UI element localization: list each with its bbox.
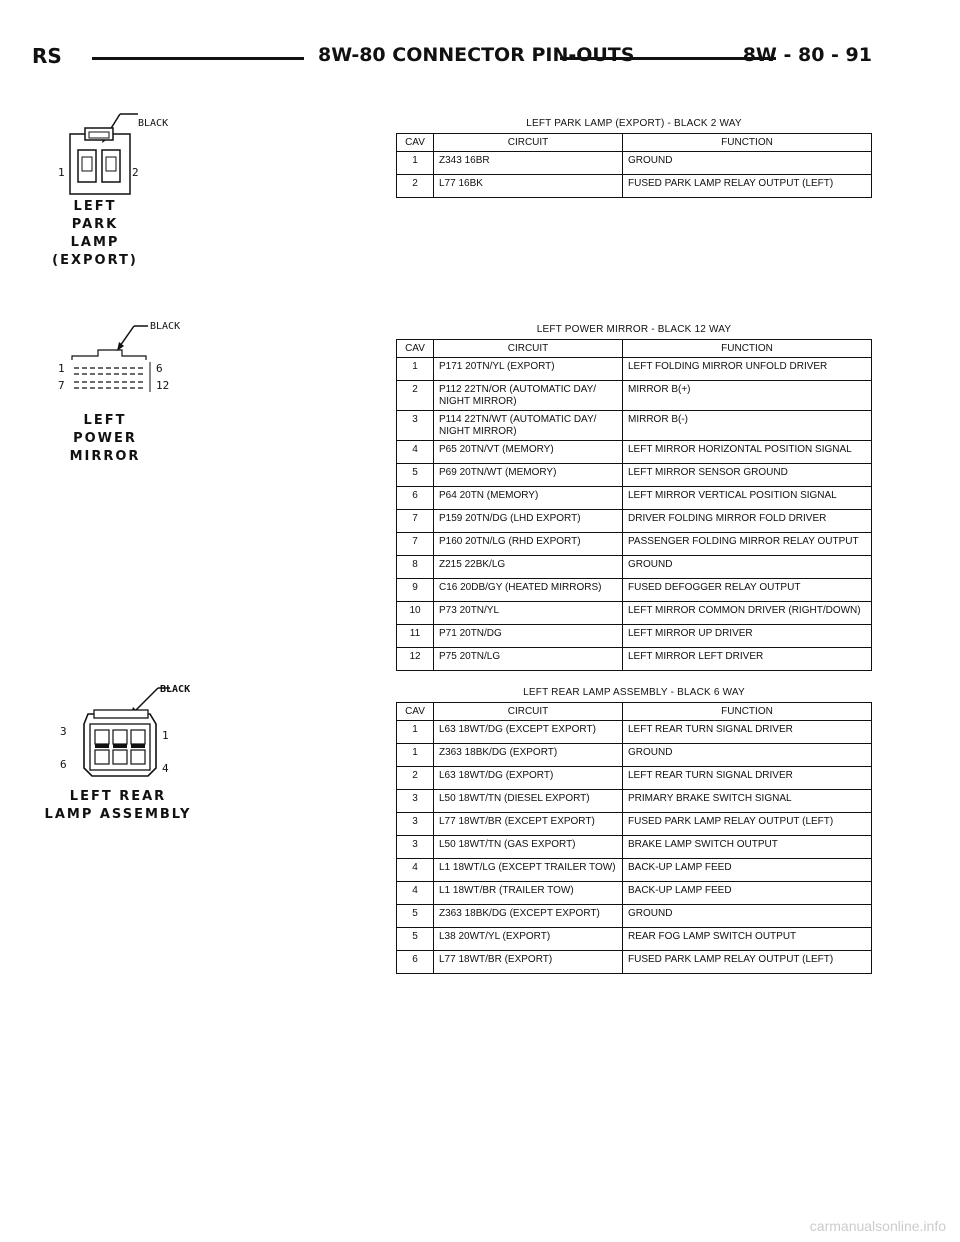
cav-cell: 2 <box>397 767 434 790</box>
function-cell: LEFT REAR TURN SIGNAL DRIVER <box>623 767 872 790</box>
cav-cell: 4 <box>397 441 434 464</box>
circuit-cell: P112 22TN/OR (AUTOMATIC DAY/ NIGHT MIRROR) <box>434 381 623 411</box>
circuit-cell: L77 18WT/BR (EXCEPT EXPORT) <box>434 813 623 836</box>
cav-cell: 6 <box>397 487 434 510</box>
column-header: CAV <box>397 340 434 358</box>
rear-lamp-pin-table <box>396 702 872 974</box>
circuit-cell: L63 18WT/DG (EXPORT) <box>434 767 623 790</box>
table-row <box>397 175 872 198</box>
function-cell: LEFT MIRROR VERTICAL POSITION SIGNAL <box>623 487 872 510</box>
park-lamp-table-title: LEFT PARK LAMP (EXPORT) - BLACK 2 WAY <box>526 118 742 129</box>
table-row <box>397 813 872 836</box>
cav-cell: 2 <box>397 381 434 411</box>
power-mirror-pin-6: 6 <box>156 362 163 375</box>
power-mirror-table-title: LEFT POWER MIRROR - BLACK 12 WAY <box>536 324 732 335</box>
function-cell: MIRROR B(-) <box>623 411 872 441</box>
circuit-cell: P69 20TN/WT (MEMORY) <box>434 464 623 487</box>
cav-cell: 11 <box>397 625 434 648</box>
park-lamp-pin-2: 2 <box>132 166 139 179</box>
cav-cell: 3 <box>397 411 434 441</box>
label-line: LAMP <box>70 235 120 250</box>
circuit-cell: Z215 22BK/LG <box>434 556 623 579</box>
circuit-cell: L77 16BK <box>434 175 623 198</box>
power-mirror-pin-1: 1 <box>58 362 65 375</box>
label-line: LEFT REAR <box>69 789 167 804</box>
cav-cell: 4 <box>397 859 434 882</box>
cav-cell: 3 <box>397 836 434 859</box>
table-row <box>397 556 872 579</box>
function-cell: FUSED PARK LAMP RELAY OUTPUT (LEFT) <box>623 175 872 198</box>
page-title: 8W-80 CONNECTOR PIN-OUTS <box>310 44 642 66</box>
power-mirror-pin-12: 12 <box>156 379 170 392</box>
rear-lamp-pin-6: 6 <box>60 758 67 771</box>
table-row <box>397 152 872 175</box>
table-row <box>397 625 872 648</box>
cav-cell: 2 <box>397 175 434 198</box>
cav-cell: 7 <box>397 533 434 556</box>
cav-cell: 12 <box>397 648 434 671</box>
table-row <box>397 648 872 671</box>
table-row <box>397 721 872 744</box>
cav-cell: 6 <box>397 951 434 974</box>
label-line: MIRROR <box>69 449 141 464</box>
column-header: CAV <box>397 134 434 152</box>
circuit-cell: P73 20TN/YL <box>434 602 623 625</box>
cav-cell: 5 <box>397 928 434 951</box>
function-cell: BACK-UP LAMP FEED <box>623 859 872 882</box>
cav-cell: 5 <box>397 905 434 928</box>
function-cell: PASSENGER FOLDING MIRROR RELAY OUTPUT <box>623 533 872 556</box>
circuit-cell: L50 18WT/TN (DIESEL EXPORT) <box>434 790 623 813</box>
table-row <box>397 790 872 813</box>
power-mirror-color-label: BLACK <box>150 321 181 332</box>
power-mirror-pin-table <box>396 339 872 671</box>
function-cell: GROUND <box>623 152 872 175</box>
circuit-cell: L38 20WT/YL (EXPORT) <box>434 928 623 951</box>
table-row <box>397 441 872 464</box>
column-header: CAV <box>397 703 434 721</box>
cav-cell: 3 <box>397 790 434 813</box>
circuit-cell: Z343 16BR <box>434 152 623 175</box>
rear-lamp-pin-1: 1 <box>162 729 169 742</box>
circuit-cell: Z363 18BK/DG (EXCEPT EXPORT) <box>434 905 623 928</box>
circuit-cell: Z363 18BK/DG (EXPORT) <box>434 744 623 767</box>
column-header: CIRCUIT <box>434 340 623 358</box>
function-cell: LEFT MIRROR LEFT DRIVER <box>623 648 872 671</box>
circuit-cell: L1 18WT/LG (EXCEPT TRAILER TOW) <box>434 859 623 882</box>
power-mirror-drawing-label <box>50 412 160 466</box>
rear-lamp-pin-3: 3 <box>60 725 67 738</box>
cav-cell: 5 <box>397 464 434 487</box>
function-cell: FUSED PARK LAMP RELAY OUTPUT (LEFT) <box>623 951 872 974</box>
table-row <box>397 411 872 441</box>
park-lamp-color-label: BLACK <box>138 118 169 129</box>
table-row <box>397 487 872 510</box>
circuit-cell: P159 20TN/DG (LHD EXPORT) <box>434 510 623 533</box>
table-row <box>397 905 872 928</box>
column-header: FUNCTION <box>623 134 872 152</box>
circuit-cell: L63 18WT/DG (EXCEPT EXPORT) <box>434 721 623 744</box>
power-mirror-pin-7: 7 <box>58 379 65 392</box>
cav-cell: 1 <box>397 744 434 767</box>
function-cell: FUSED PARK LAMP RELAY OUTPUT (LEFT) <box>623 813 872 836</box>
circuit-cell: C16 20DB/GY (HEATED MIRRORS) <box>434 579 623 602</box>
table-row <box>397 951 872 974</box>
park-lamp-pin-table <box>396 133 872 198</box>
cav-cell: 3 <box>397 813 434 836</box>
function-cell: LEFT MIRROR HORIZONTAL POSITION SIGNAL <box>623 441 872 464</box>
circuit-cell: P114 22TN/WT (AUTOMATIC DAY/ NIGHT MIRROR) <box>434 411 623 441</box>
table-row <box>397 882 872 905</box>
table-row <box>397 579 872 602</box>
cav-cell: 8 <box>397 556 434 579</box>
table-row <box>397 510 872 533</box>
function-cell: GROUND <box>623 556 872 579</box>
circuit-cell: L1 18WT/BR (TRAILER TOW) <box>434 882 623 905</box>
rear-lamp-drawing-label <box>38 788 198 824</box>
column-header: FUNCTION <box>623 340 872 358</box>
park-lamp-pin-1: 1 <box>58 166 65 179</box>
label-line: PARK <box>71 217 119 232</box>
park-lamp-drawing-label <box>40 198 150 270</box>
table-row <box>397 928 872 951</box>
cav-cell: 1 <box>397 358 434 381</box>
table-row <box>397 358 872 381</box>
function-cell: BRAKE LAMP SWITCH OUTPUT <box>623 836 872 859</box>
function-cell: DRIVER FOLDING MIRROR FOLD DRIVER <box>623 510 872 533</box>
circuit-cell: L50 18WT/TN (GAS EXPORT) <box>434 836 623 859</box>
function-cell: MIRROR B(+) <box>623 381 872 411</box>
function-cell: PRIMARY BRAKE SWITCH SIGNAL <box>623 790 872 813</box>
column-header: FUNCTION <box>623 703 872 721</box>
column-header: CIRCUIT <box>434 134 623 152</box>
column-header: CIRCUIT <box>434 703 623 721</box>
table-row <box>397 464 872 487</box>
header-rule-left <box>92 57 304 60</box>
function-cell: FUSED DEFOGGER RELAY OUTPUT <box>623 579 872 602</box>
label-line: LEFT <box>73 199 117 214</box>
table-row <box>397 744 872 767</box>
cav-cell: 4 <box>397 882 434 905</box>
function-cell: LEFT REAR TURN SIGNAL DRIVER <box>623 721 872 744</box>
table-row <box>397 381 872 411</box>
function-cell: REAR FOG LAMP SWITCH OUTPUT <box>623 928 872 951</box>
label-line: LEFT <box>83 413 127 428</box>
circuit-cell: P160 20TN/LG (RHD EXPORT) <box>434 533 623 556</box>
label-line: (EXPORT) <box>52 253 138 268</box>
function-cell: LEFT MIRROR SENSOR GROUND <box>623 464 872 487</box>
cav-cell: 7 <box>397 510 434 533</box>
function-cell: GROUND <box>623 905 872 928</box>
cav-cell: 1 <box>397 152 434 175</box>
rear-lamp-table-title: LEFT REAR LAMP ASSEMBLY - BLACK 6 WAY <box>523 687 745 698</box>
cav-cell: 10 <box>397 602 434 625</box>
table-row <box>397 602 872 625</box>
cav-cell: 1 <box>397 721 434 744</box>
table-row <box>397 836 872 859</box>
function-cell: LEFT FOLDING MIRROR UNFOLD DRIVER <box>623 358 872 381</box>
table-row <box>397 767 872 790</box>
circuit-cell: P64 20TN (MEMORY) <box>434 487 623 510</box>
page-number: 8W - 80 - 91 <box>742 44 872 66</box>
circuit-cell: P71 20TN/DG <box>434 625 623 648</box>
function-cell: BACK-UP LAMP FEED <box>623 882 872 905</box>
function-cell: LEFT MIRROR UP DRIVER <box>623 625 872 648</box>
circuit-cell: P65 20TN/VT (MEMORY) <box>434 441 623 464</box>
function-cell: GROUND <box>623 744 872 767</box>
label-line: LAMP ASSEMBLY <box>44 807 192 822</box>
watermark: carmanualsonline.info <box>809 1218 946 1234</box>
section-code: RS <box>32 44 62 68</box>
rear-lamp-color-label: BLACK <box>160 684 191 695</box>
circuit-cell: L77 18WT/BR (EXPORT) <box>434 951 623 974</box>
table-row <box>397 859 872 882</box>
function-cell: LEFT MIRROR COMMON DRIVER (RIGHT/DOWN) <box>623 602 872 625</box>
cav-cell: 9 <box>397 579 434 602</box>
table-row <box>397 533 872 556</box>
circuit-cell: P75 20TN/LG <box>434 648 623 671</box>
circuit-cell: P171 20TN/YL (EXPORT) <box>434 358 623 381</box>
rear-lamp-pin-4: 4 <box>162 762 169 775</box>
label-line: POWER <box>73 431 137 446</box>
